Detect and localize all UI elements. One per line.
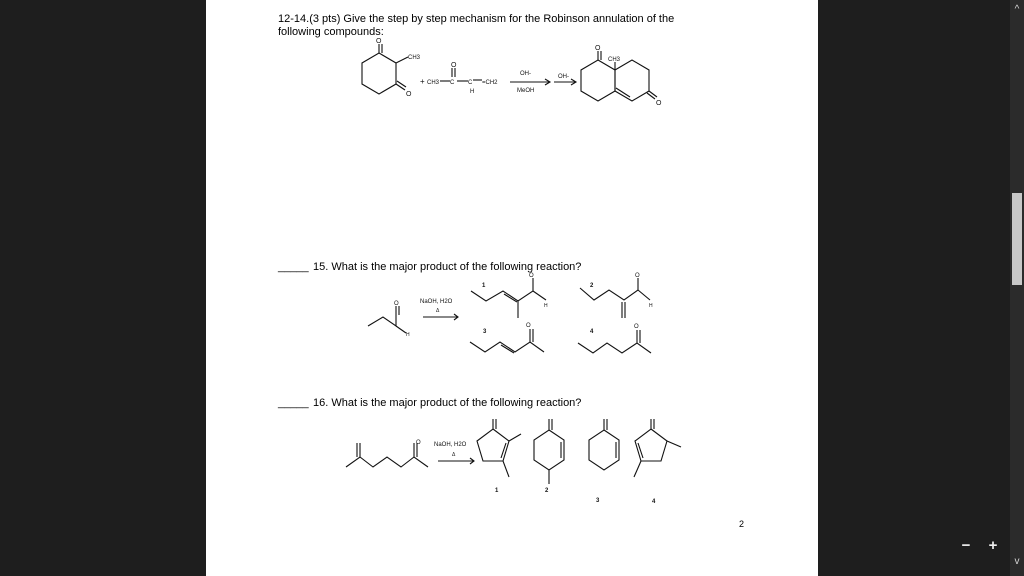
zoom-in-button[interactable]: + xyxy=(988,537,998,554)
q15-choice-1-h: H xyxy=(544,303,548,309)
q15-choice-3-structure xyxy=(470,323,544,353)
reaction-arrow-1 xyxy=(510,71,550,94)
q15-choice-1-structure xyxy=(471,273,548,318)
reagent-meoh: MeOH xyxy=(517,88,535,94)
q15-choice-1-o: O xyxy=(529,273,534,279)
q16-reaction-arrow xyxy=(416,440,474,464)
mvk-carbon-label: C xyxy=(450,80,455,86)
q15-heat: Δ xyxy=(436,308,440,314)
reagent-oh-minus-2: OH- xyxy=(558,74,569,80)
reagent-oh-minus: OH- xyxy=(520,71,531,77)
q16-prompt: 16. What is the major product of the following reaction? xyxy=(313,397,582,409)
q16-choice-3-label: 3 xyxy=(596,498,600,504)
scroll-down-icon[interactable]: v xyxy=(1014,556,1020,567)
chemical-structures xyxy=(206,0,818,576)
q15-choice-3-label: 3 xyxy=(483,329,487,335)
q15-choice-2-structure xyxy=(580,273,653,318)
q15-answer-blank: _____ xyxy=(278,261,309,273)
q16-choice-4-label: 4 xyxy=(652,499,656,505)
mvk-ch3-label: CH3 xyxy=(427,80,440,86)
q12-14-text-line2: following compounds: xyxy=(278,26,384,38)
q15-choice-2-label: 2 xyxy=(590,283,594,289)
vertical-scrollbar[interactable] xyxy=(1010,0,1024,576)
q15-choice-4-structure xyxy=(578,324,651,353)
q12-14-text-line1: 12-14.(3 pts) Give the step by step mechanism for the Robinson annulation of the xyxy=(278,13,675,25)
reactant-carbonyl-o-right: O xyxy=(406,91,412,98)
zoom-out-button[interactable]: − xyxy=(961,537,971,554)
page-number: 2 xyxy=(739,519,745,529)
q16-choice-1-label: 1 xyxy=(495,488,499,494)
q16-heat: Δ xyxy=(452,452,456,458)
q16-choice-1-structure xyxy=(477,419,521,494)
mvk-ch-label: C xyxy=(468,80,473,86)
reaction-plus-sign: + xyxy=(420,77,425,86)
product-wieland-miescher-ketone xyxy=(581,45,662,107)
reactant-methyl-label: CH3 xyxy=(408,55,421,61)
q15-conditions: NaOH, H2O xyxy=(420,299,453,305)
q15-start-h: H xyxy=(406,332,410,338)
q16-choice-2-structure xyxy=(534,419,564,494)
product-methyl-label: CH3 xyxy=(608,57,621,63)
q16-choice-2-label: 2 xyxy=(545,488,549,494)
scroll-up-icon[interactable]: ^ xyxy=(1014,4,1020,15)
q16-conditions: NaOH, H2O xyxy=(434,442,467,448)
q16-starting-diketone xyxy=(346,443,428,467)
q15-choice-3-o: O xyxy=(526,323,531,329)
mvk-h-label: H xyxy=(470,89,475,95)
q15-choice-4-o: O xyxy=(634,324,639,330)
q15-choice-4-label: 4 xyxy=(590,329,594,335)
product-carbonyl-o-top: O xyxy=(595,45,601,52)
q15-choice-2-o: O xyxy=(635,273,640,279)
reactant-carbonyl-o-top: O xyxy=(376,38,382,45)
mvk-ch2-label: =CH2 xyxy=(482,80,498,86)
q16-answer-blank: _____ xyxy=(278,397,309,409)
scroll-thumb[interactable] xyxy=(1012,193,1022,285)
reaction-arrow-2 xyxy=(554,74,576,85)
mvk-carbonyl-o: O xyxy=(451,62,457,69)
document-page xyxy=(206,0,818,576)
methyl-vinyl-ketone xyxy=(427,62,498,95)
q15-prompt: 15. What is the major product of the following reaction? xyxy=(313,261,582,273)
q15-reaction-arrow xyxy=(420,299,458,320)
reactant-2-methylcyclohexane-1-3-dione xyxy=(362,38,421,98)
q15-start-o: O xyxy=(394,301,399,307)
q16-choice-3-structure xyxy=(589,419,619,504)
q16-starting-o: O xyxy=(416,440,421,446)
q15-starting-aldehyde xyxy=(368,301,410,338)
q16-choice-4-structure xyxy=(634,419,681,505)
q15-choice-2-h: H xyxy=(649,303,653,309)
q15-choice-1-label: 1 xyxy=(482,283,486,289)
product-carbonyl-o-right: O xyxy=(656,100,662,107)
